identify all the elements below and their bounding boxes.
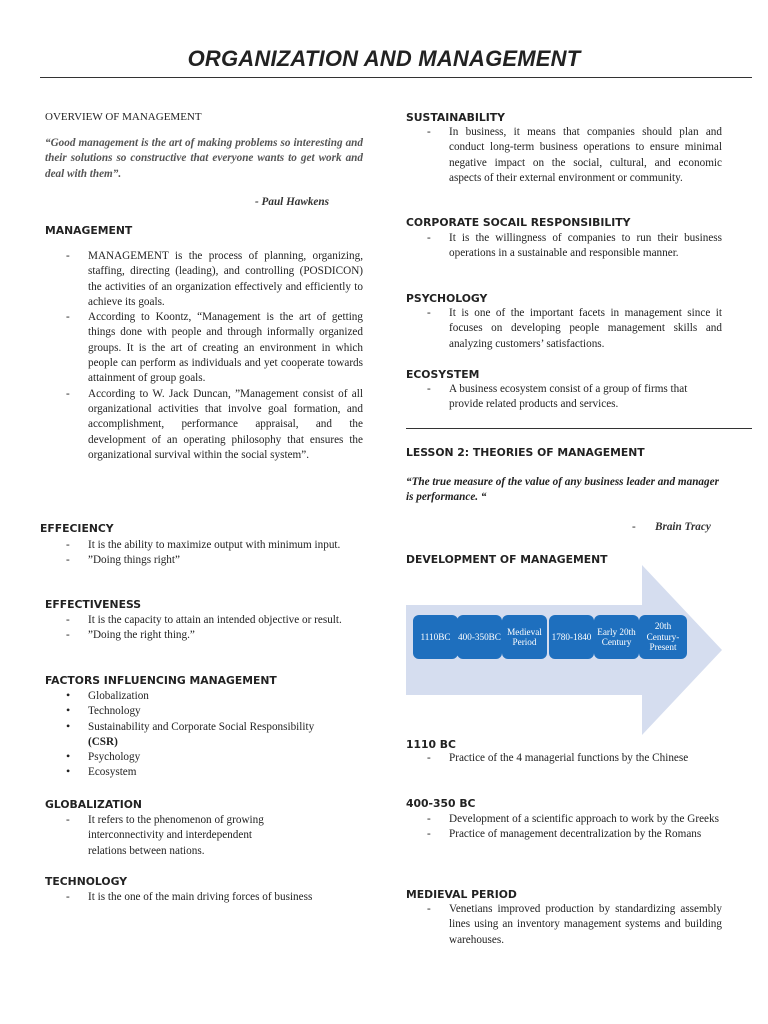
psychology-heading: PSYCHOLOGY: [406, 292, 488, 305]
section-divider: [406, 428, 752, 429]
factors-heading: FACTORS INFLUENCING MANAGEMENT: [45, 674, 277, 687]
globalization-list: [45, 813, 285, 859]
list-item: - According to W. Jack Duncan, ”Management consist of all organizational activities that involve goal formation, and accomplishment, performance appraisal, and the development of an operating philosophy that ensures the organizational survival within the social system”.: [45, 387, 363, 463]
globalization-heading: GLOBALIZATION: [45, 798, 142, 811]
timeline-box: Early 20th Century: [594, 615, 639, 659]
timeline-box: 400-350BC: [457, 615, 502, 659]
effectiveness-list: [45, 613, 363, 644]
list-item: - ”Doing the right thing.”: [45, 628, 363, 643]
list-item: - A business ecosystem consist of a group of firms that provide related products and services.: [406, 382, 722, 413]
lesson2-heading: LESSON 2: THEORIES OF MANAGEMENT: [406, 446, 645, 459]
list-item: - It refers to the phenomenon of growing interconnectivity and interdependent relations between nations.: [45, 813, 285, 859]
medieval-list: [406, 902, 722, 948]
list-item: - Venetians improved production by standardizing assembly lines using an inventory management systems and building warehouses.: [406, 902, 722, 948]
development-heading: DEVELOPMENT OF MANAGEMENT: [406, 553, 608, 566]
list-item: - It is one of the important facets in management since it focuses on developing people management skills and analyzing customers’ satisfactions.: [406, 306, 722, 352]
timeline-box: Medieval Period: [502, 615, 547, 659]
list-item: • Technology: [45, 704, 363, 719]
psychology-list: [406, 306, 722, 352]
list-item: - It is the one of the main driving forces of business: [45, 890, 363, 905]
list-item: - It is the ability to maximize output with minimum input.: [45, 538, 363, 553]
lesson2-author-dash: -: [632, 521, 636, 533]
csr-heading: CORPORATE SOCAIL RESPONSIBILITY: [406, 216, 631, 229]
csr-factor-label: Sustainability and Corporate Social Responsibility: [88, 720, 315, 733]
list-item: • Globalization: [45, 689, 363, 704]
development-timeline: [406, 565, 722, 735]
lesson2-quote: “The true measure of the value of any business leader and manager is performance. “: [406, 476, 719, 504]
bc400-heading: 400-350 BC: [406, 797, 476, 810]
list-item: - In business, it means that companies should plan and conduct long-term business operations to ensure minimal negative impact on the social, cultural, and economic aspects of their external environment or community.: [406, 125, 722, 186]
efficiency-heading: EFFECIENCY: [40, 522, 114, 535]
document-title: ORGANIZATION AND MANAGEMENT: [187, 46, 581, 71]
list-item: - Development of a scientific approach to work by the Greeks: [406, 812, 722, 827]
ecosystem-heading: ECOSYSTEM: [406, 368, 480, 381]
overview-section: [45, 110, 363, 125]
management-quote: “Good management is the art of making problems so interesting and their solutions so constructive that everyone wants to get work and deal with them”.: [45, 137, 363, 180]
title-divider: [40, 77, 752, 78]
ecosystem-list: [406, 382, 722, 413]
technology-list: [45, 890, 363, 905]
bc1110-heading: 1110 BC: [406, 738, 456, 751]
list-item: - Practice of the 4 managerial functions by the Chinese: [406, 751, 722, 766]
list-item: - According to Koontz, “Management is the art of getting things done with people and through informally organized groups. It is the art of creating an environment in which people can perform as individuals and yet cooperate towards attainment of group goals.: [45, 310, 363, 386]
timeline-box: 1110BC: [413, 615, 458, 659]
timeline-box: 1780-1840: [549, 615, 594, 659]
medieval-heading: MEDIEVAL PERIOD: [406, 888, 517, 901]
sustainability-heading: SUSTAINABILITY: [406, 111, 505, 124]
efficiency-list: [45, 538, 363, 569]
list-item: - MANAGEMENT is the process of planning, organizing, staffing, directing (leading), and controlling (POSDICON) the activities of an organization effectively and efficiently to achieve its goals.: [45, 249, 363, 310]
list-item: • Ecosystem: [45, 765, 363, 780]
technology-heading: TECHNOLOGY: [45, 875, 128, 888]
list-item: • Psychology: [45, 750, 363, 765]
sustainability-list: [406, 125, 722, 186]
bc1110-list: [406, 751, 722, 766]
csr-abbreviation: (CSR): [88, 735, 118, 748]
bc400-list: [406, 812, 722, 843]
list-item: - It is the willingness of companies to run their business operations in a sustainable and responsible manner.: [406, 231, 722, 262]
overview-heading: OVERVIEW OF MANAGEMENT: [45, 111, 202, 123]
list-item: - Practice of management decentralization by the Romans: [406, 827, 722, 842]
timeline-box: 20th Century-Present: [639, 615, 687, 659]
csr-list: [406, 231, 722, 262]
lesson2-author: Brain Tracy: [655, 521, 711, 533]
factors-list: [45, 689, 363, 781]
list-item: - It is the capacity to attain an intended objective or result.: [45, 613, 363, 628]
management-heading: MANAGEMENT: [45, 224, 133, 237]
list-item: [45, 720, 363, 751]
quote-author: - Paul Hawkens: [255, 196, 329, 208]
list-item: - ”Doing things right”: [45, 553, 363, 568]
effectiveness-heading: EFFECTIVENESS: [45, 598, 142, 611]
management-list: [45, 249, 363, 463]
